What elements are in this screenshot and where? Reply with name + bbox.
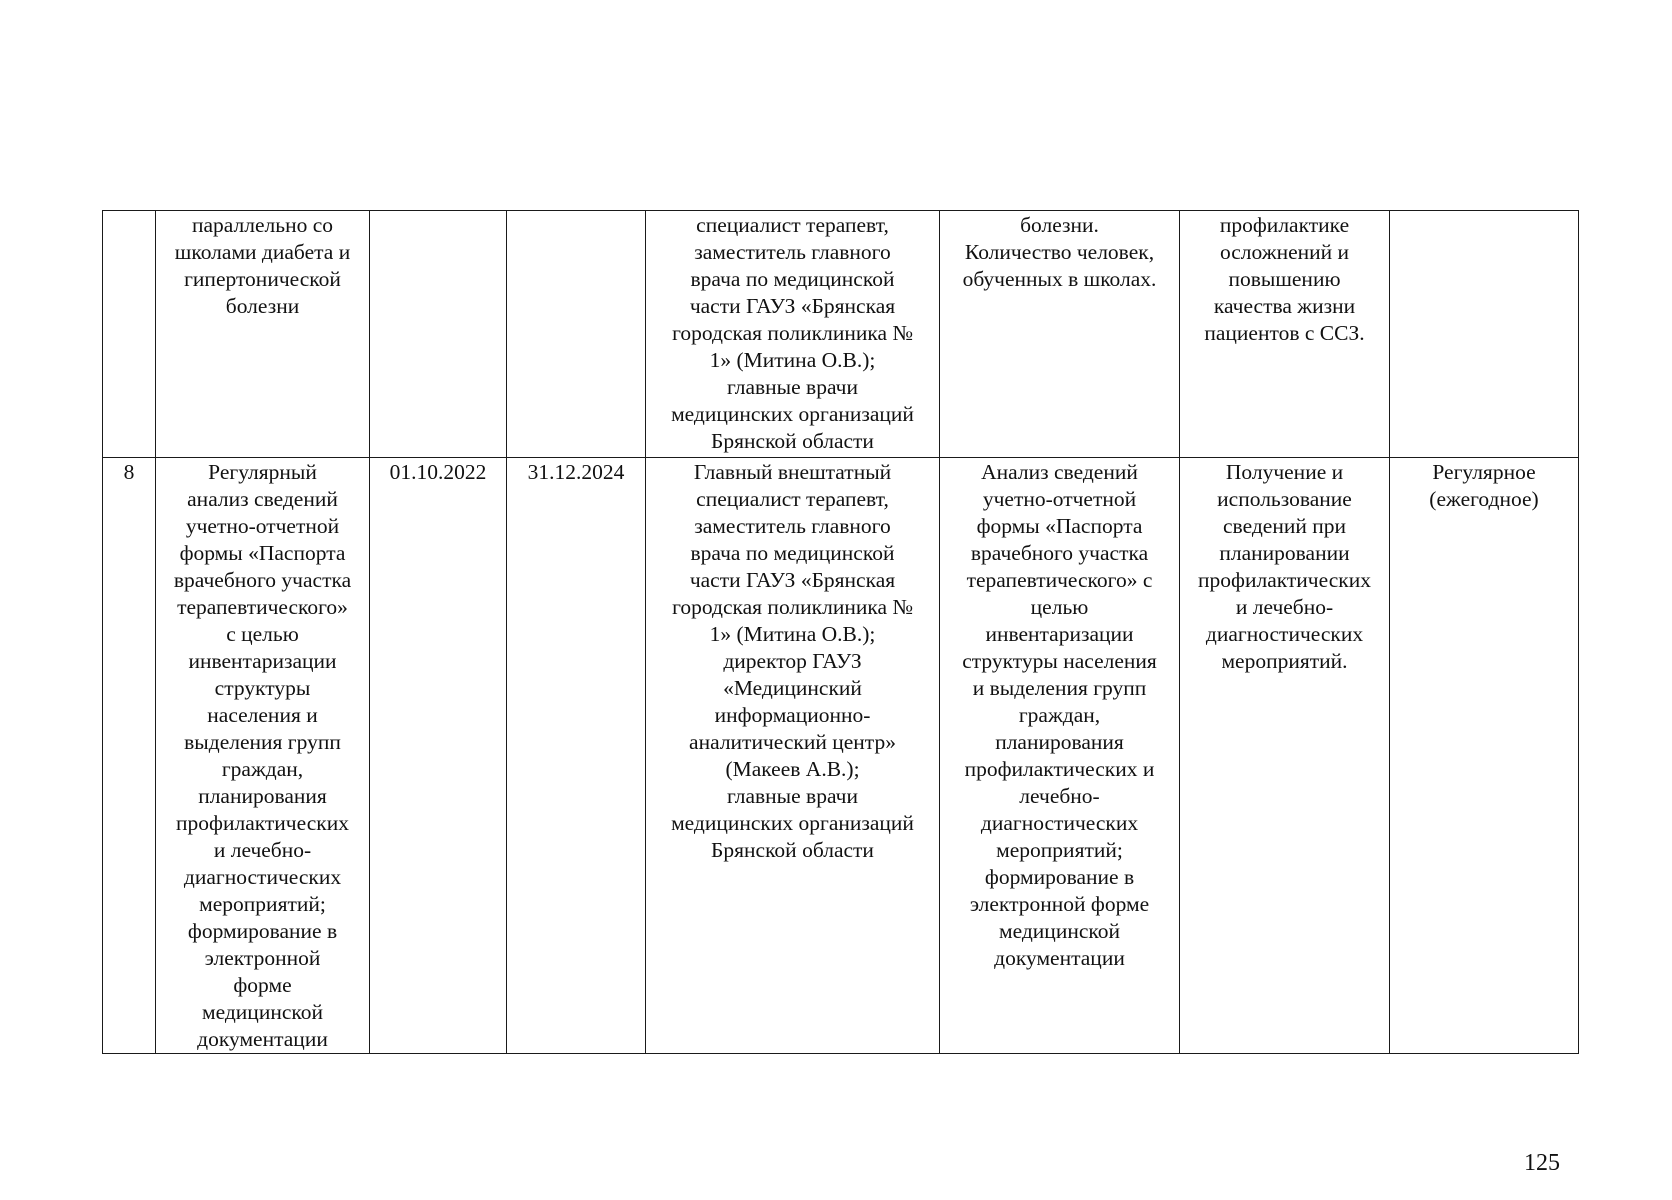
cell-text-line: терапевтического» с — [966, 568, 1153, 592]
cell-text-line: заместитель главного — [694, 240, 891, 264]
cell-text-line: болезни. — [1020, 213, 1099, 237]
cell-text-line: Регулярный — [208, 460, 317, 484]
cell-text-line: формирование в — [187, 919, 338, 943]
cell-text-line: 1» (Митина О.В.); — [709, 622, 876, 646]
cell-text-line: медицинской — [999, 919, 1120, 943]
cell-text-line: электронной — [204, 946, 321, 970]
cell-text-line: целью — [1030, 595, 1089, 619]
cell-text-line: лечебно- — [1019, 784, 1100, 808]
cell-end-date — [507, 458, 646, 1054]
cell-text-line: учетно-отчетной — [185, 514, 340, 538]
cell-text-line: мероприятий; — [996, 838, 1123, 862]
cell-text-line: параллельно со — [192, 213, 333, 237]
cell-text-line: главные врачи — [727, 375, 858, 399]
cell-text-line: профилактических и — [964, 757, 1155, 781]
cell-text-line: формы «Паспорта — [976, 514, 1143, 538]
table-row-continued — [103, 211, 1579, 458]
cell-text-line: формы «Паспорта — [179, 541, 346, 565]
cell-text-line: Регулярное — [1432, 460, 1536, 484]
cell-text-line: Количество человек, — [964, 240, 1155, 264]
cell-text-line: инвентаризации — [985, 622, 1134, 646]
cell-text-line: планировании — [1219, 541, 1350, 565]
cell-text-line: 1» (Митина О.В.); — [709, 348, 876, 372]
cell-text-line: качества жизни — [1213, 294, 1356, 318]
cell-text-line: населения и — [207, 703, 318, 727]
cell-text-line: врача по медицинской — [690, 267, 895, 291]
cell-text-line: медицинской — [202, 1000, 323, 1024]
cell-text-line: Анализ сведений — [981, 460, 1138, 484]
cell-text-line: гипертонической — [184, 267, 341, 291]
cell-text-line: 01.10.2022 — [389, 460, 487, 484]
cell-text-line: с целью — [226, 622, 299, 646]
cell-text-line: повышению — [1228, 267, 1341, 291]
cell-text-line: осложнений и — [1219, 240, 1350, 264]
cell-text-line: профилактических — [176, 811, 349, 835]
cell-text-line: сведений при — [1223, 514, 1346, 538]
cell-text-line: обученных в школах. — [962, 267, 1157, 291]
cell-text-line: профилактических — [1198, 568, 1371, 592]
cell-start-date — [370, 458, 507, 1054]
cell-text-line: городская поликлиника № — [672, 321, 913, 345]
cell-text-line: Брянской области — [711, 838, 874, 862]
cell-text-line: инвентаризации — [188, 649, 337, 673]
cell-text-line: профилактике — [1219, 213, 1350, 237]
cell-text-line: части ГАУЗ «Брянская — [689, 294, 896, 318]
cell-number — [103, 458, 156, 1054]
cell-text-line: документации — [197, 1027, 328, 1051]
cell-text-line: выделения групп — [184, 730, 341, 754]
cell-text-line: части ГАУЗ «Брянская — [689, 568, 896, 592]
cell-text-line: пациентов с ССЗ. — [1204, 321, 1365, 345]
cell-text-line: планирования — [995, 730, 1124, 754]
cell-text-line: информационно- — [714, 703, 871, 727]
cell-text-line: «Медицинский — [723, 676, 862, 700]
cell-end-date — [507, 211, 646, 458]
cell-text-line: болезни — [225, 294, 300, 318]
cell-text-line: использование — [1217, 487, 1352, 511]
measures-table — [102, 210, 1579, 1054]
cell-text-line: специалист терапевт, — [696, 487, 889, 511]
cell-text-line: Получение и — [1225, 460, 1344, 484]
cell-text-line: директор ГАУЗ — [723, 649, 862, 673]
cell-text-line: школами диабета и — [174, 240, 351, 264]
cell-text-line: врачебного участка — [173, 568, 352, 592]
cell-text-line: главные врачи — [727, 784, 858, 808]
cell-text-line: анализ сведений — [187, 487, 338, 511]
cell-text-line: формирование в — [984, 865, 1135, 889]
cell-text-line: диагностических — [183, 865, 342, 889]
cell-text-line: учетно-отчетной — [982, 487, 1137, 511]
cell-text-line: (Макеев А.В.); — [725, 757, 860, 781]
cell-text-line: врачебного участка — [970, 541, 1149, 565]
cell-result — [1180, 458, 1390, 1054]
cell-text-line: мероприятий. — [1221, 649, 1348, 673]
cell-text-line: граждан, — [1018, 703, 1101, 727]
cell-number — [103, 211, 156, 458]
cell-result — [1180, 211, 1390, 458]
cell-text-line: специалист терапевт, — [696, 213, 889, 237]
cell-responsible — [646, 458, 940, 1054]
cell-text-line: диагностических — [980, 811, 1139, 835]
cell-text-line: 31.12.2024 — [527, 460, 625, 484]
cell-text-line: Брянской области — [711, 429, 874, 453]
cell-text-line: врача по медицинской — [690, 541, 895, 565]
cell-text-line: структуры — [214, 676, 311, 700]
cell-text-line: медицинских организаций — [671, 811, 914, 835]
cell-text-line: документации — [994, 946, 1125, 970]
cell-text-line: форме — [233, 973, 292, 997]
cell-text-line: диагностических — [1205, 622, 1364, 646]
cell-text-line: терапевтического» — [177, 595, 348, 619]
table-row-8 — [103, 458, 1579, 1054]
cell-text-line: медицинских организаций — [671, 402, 914, 426]
cell-start-date — [370, 211, 507, 458]
cell-text-line: граждан, — [221, 757, 304, 781]
cell-text-line: электронной форме — [969, 892, 1150, 916]
cell-text-line: планирования — [198, 784, 327, 808]
cell-text-line: заместитель главного — [694, 514, 891, 538]
cell-text-line: городская поликлиника № — [672, 595, 913, 619]
cell-text-line: и лечебно- — [213, 838, 312, 862]
cell-text-line: (ежегодное) — [1429, 487, 1539, 511]
cell-text-line: и выделения групп — [972, 676, 1147, 700]
cell-periodicity — [1390, 211, 1579, 458]
page-number: 125 — [1524, 1150, 1560, 1176]
cell-text-line: Главный внештатный — [693, 460, 892, 484]
cell-event — [156, 211, 370, 458]
cell-text-line: структуры населения — [962, 649, 1157, 673]
cell-text-line: 8 — [123, 460, 135, 484]
cell-indicator — [940, 458, 1180, 1054]
cell-event — [156, 458, 370, 1054]
cell-periodicity — [1390, 458, 1579, 1054]
cell-text-line: мероприятий; — [199, 892, 326, 916]
cell-text-line: аналитический центр» — [689, 730, 896, 754]
cell-responsible — [646, 211, 940, 458]
cell-indicator — [940, 211, 1180, 458]
cell-text-line: и лечебно- — [1235, 595, 1334, 619]
